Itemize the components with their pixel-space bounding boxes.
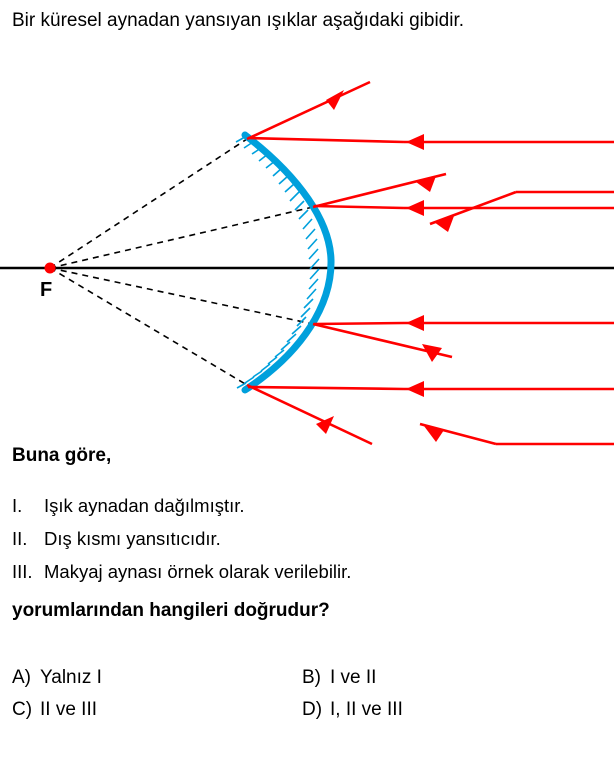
choice-row bbox=[12, 662, 592, 694]
answer-choices bbox=[12, 662, 592, 726]
convex-mirror-arc bbox=[245, 135, 331, 390]
statements-list bbox=[12, 489, 602, 588]
choice-c[interactable] bbox=[12, 694, 302, 726]
question-text: yorumlarından hangileri doğrudur? bbox=[12, 600, 330, 621]
statement-item bbox=[12, 489, 602, 522]
choice-a-text: Yalnız I bbox=[40, 667, 102, 688]
choice-b-text: I ve II bbox=[330, 667, 377, 688]
figure-svg bbox=[0, 72, 614, 452]
statement-text: Dış kısmı yansıtıcıdır. bbox=[44, 528, 221, 549]
choice-c-tag: C) bbox=[12, 699, 33, 720]
statement-text: Makyaj aynası örnek olarak verilebilir. bbox=[44, 561, 352, 582]
choice-b[interactable] bbox=[302, 662, 592, 694]
statement-number: III. bbox=[12, 561, 33, 582]
statement-number: II. bbox=[12, 528, 28, 549]
choice-d[interactable] bbox=[302, 694, 592, 726]
statement-item bbox=[12, 555, 602, 588]
focus-label: F bbox=[40, 279, 53, 301]
choice-b-tag: B) bbox=[302, 667, 321, 688]
intro-text: Bir küresel aynadan yansıyan ışıklar aşağıdaki gibidir. bbox=[12, 10, 465, 31]
choice-d-text: I, II ve III bbox=[330, 699, 403, 720]
conclusion-heading: Buna göre, bbox=[12, 445, 112, 466]
statement-text: Işık aynadan dağılmıştır. bbox=[44, 495, 245, 516]
statement-number: I. bbox=[12, 495, 23, 516]
optics-figure bbox=[0, 72, 614, 452]
choice-a[interactable] bbox=[12, 662, 302, 694]
mirror-hatching bbox=[236, 137, 319, 388]
choice-row bbox=[12, 694, 592, 726]
focus-point-dot bbox=[45, 263, 56, 274]
choice-d-tag: D) bbox=[302, 699, 323, 720]
statement-item bbox=[12, 522, 602, 555]
choice-a-tag: A) bbox=[12, 667, 31, 688]
choice-c-text: II ve III bbox=[40, 699, 98, 720]
light-rays bbox=[247, 82, 614, 444]
